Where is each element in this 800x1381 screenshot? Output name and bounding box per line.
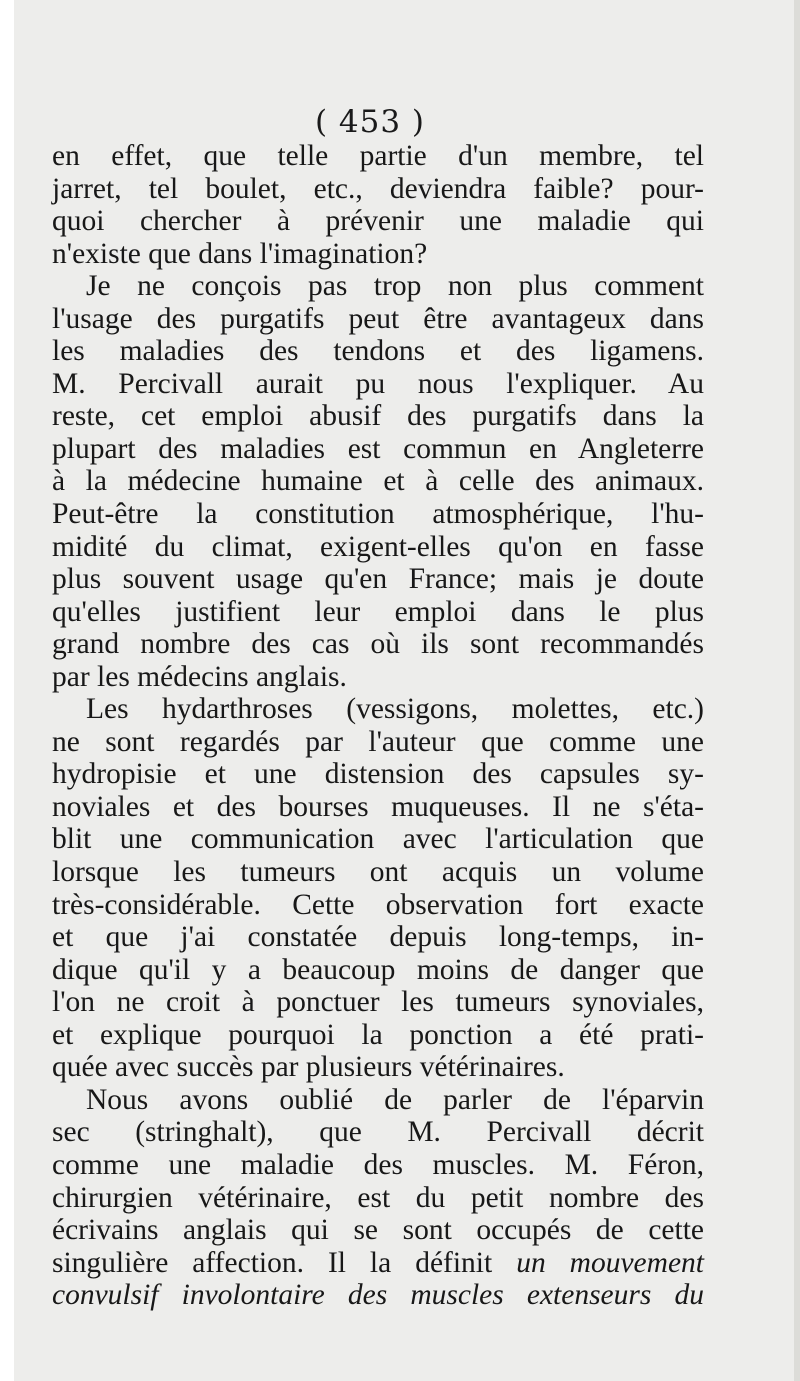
- text-line: les maladies des tendons et des ligamens.: [52, 335, 704, 368]
- page-number: ( 453 ): [314, 104, 426, 140]
- text-line: l'on ne croit à ponctuer les tumeurs synoviales,: [52, 986, 704, 1019]
- text-line: jarret, tel boulet, etc., deviendra faible? pour-: [52, 172, 704, 205]
- page-right-shadow: [794, 0, 800, 1381]
- text-line: reste, cet emploi abusif des purgatifs dans la: [52, 400, 704, 433]
- text-line: [52, 1279, 704, 1312]
- text-italic-run: un mouvement: [516, 1246, 704, 1279]
- text-line: quoi chercher à prévenir une maladie qui: [52, 205, 704, 238]
- text-line: Peut-être la constitution atmosphérique, l'hu-: [52, 498, 704, 531]
- text-line: ne sont regardés par l'auteur que comme une: [52, 725, 704, 758]
- text-line: n'existe que dans l'imagination?: [52, 237, 428, 270]
- text-line: par les médecins anglais.: [52, 660, 347, 693]
- text-line: quée avec succès par plusieurs vétérinaires.: [52, 1051, 565, 1084]
- text-line: comme une maladie des muscles. M. Féron,: [52, 1148, 704, 1181]
- text-line: blit une communication avec l'articulation que: [52, 823, 704, 856]
- text-line: plupart des maladies est commun en Angleterre: [52, 432, 704, 465]
- text-line: à la médecine humaine et à celle des animaux.: [52, 465, 704, 498]
- text-line: en effet, que telle partie d'un membre, tel: [52, 140, 704, 172]
- paragraph-start-line: Les hydarthroses (vessigons, molettes, etc.): [86, 693, 704, 726]
- text-line: et que j'ai constatée depuis long-temps, in-: [52, 921, 704, 954]
- page-left-margin: [0, 0, 14, 1381]
- text-line: noviales et des bourses muqueuses. Il ne s'éta-: [52, 790, 704, 823]
- text-line: très-considérable. Cette observation fort exacte: [52, 888, 704, 921]
- text-line: midité du climat, exigent-elles qu'on en fasse: [52, 530, 704, 563]
- text-line: [52, 1247, 704, 1280]
- text-line: et explique pourquoi la ponction a été prati-: [52, 1018, 704, 1051]
- text-line: chirurgien vétérinaire, est du petit nombre des: [52, 1181, 704, 1214]
- text-line: plus souvent usage qu'en France; mais je doute: [52, 563, 704, 596]
- text-roman-run: singulière affection. Il la définit: [52, 1246, 517, 1279]
- text-line: sec (stringhalt), que M. Percivall décrit: [52, 1116, 704, 1149]
- text-line: écrivains anglais qui se sont occupés de cette: [52, 1214, 704, 1247]
- text-line: qu'elles justifient leur emploi dans le plus: [52, 595, 704, 628]
- text-line: lorsque les tumeurs ont acquis un volume: [52, 856, 704, 889]
- paragraph-start-line: Nous avons oublié de parler de l'éparvin: [86, 1083, 704, 1116]
- text-line: dique qu'il y a beaucoup moins de danger que: [52, 953, 704, 986]
- body-text: [52, 140, 704, 1312]
- text-line: grand nombre des cas où ils sont recommandés: [52, 628, 704, 661]
- paragraph-start-line: Je ne conçois pas trop non plus comment: [86, 270, 704, 303]
- text-line: l'usage des purgatifs peut être avantageux dans: [52, 302, 704, 335]
- text-line: M. Percivall aurait pu nous l'expliquer. Au: [52, 367, 704, 400]
- text-italic-run: convulsif involontaire des muscles extenseurs du: [52, 1279, 704, 1312]
- text-line: hydropisie et une distension des capsules sy-: [52, 758, 704, 791]
